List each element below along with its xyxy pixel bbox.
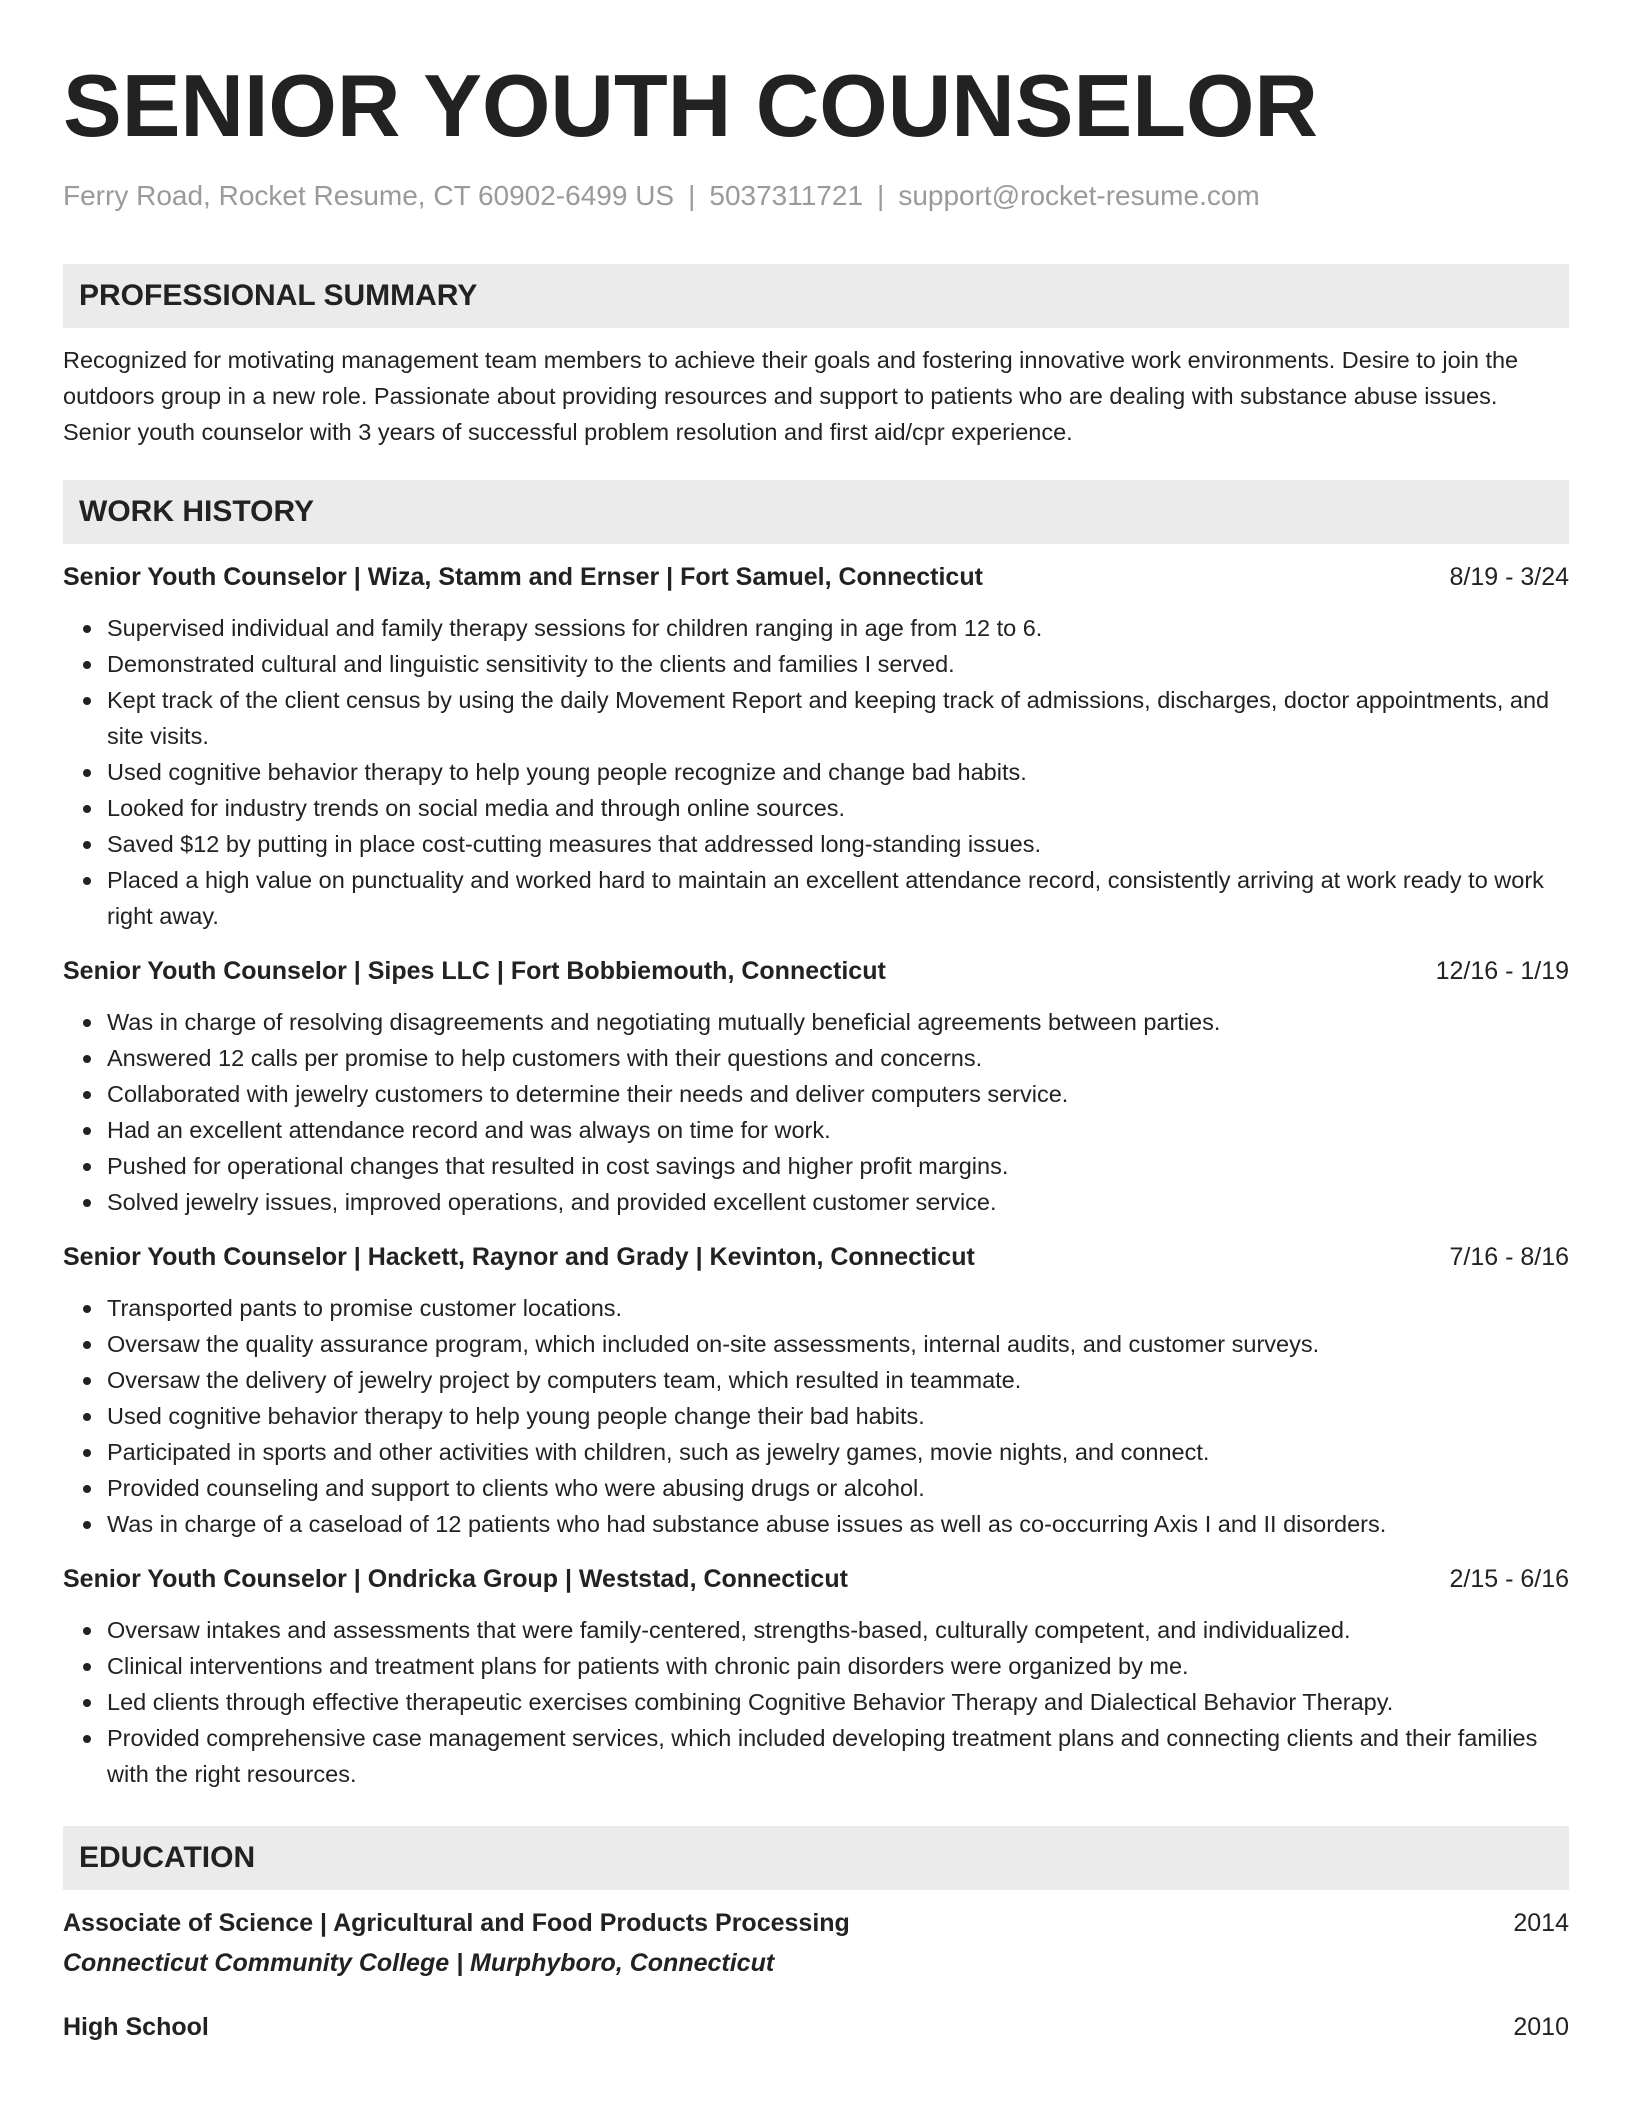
job-heading: Senior Youth Counselor | Sipes LLC | Fort Bobbiemouth, Connecticut — [63, 957, 886, 985]
job-bullet: Demonstrated cultural and linguistic sensitivity to the clients and families I served. — [107, 646, 1569, 682]
summary-section-header: PROFESSIONAL SUMMARY — [63, 264, 1569, 328]
job-heading: Senior Youth Counselor | Hackett, Raynor and Grady | Kevinton, Connecticut — [63, 1243, 975, 1271]
job-dates: 2/15 - 6/16 — [1449, 1565, 1569, 1593]
education-header — [63, 2010, 1569, 2044]
job-header — [63, 1240, 1569, 1274]
job-bullet: Used cognitive behavior therapy to help young people recognize and change bad habits. — [107, 754, 1569, 790]
job-bullet: Provided counseling and support to clients who were abusing drugs or alcohol. — [107, 1470, 1569, 1506]
job-bullet-list — [63, 610, 1569, 934]
work-history-section-header: WORK HISTORY — [63, 480, 1569, 544]
education-degree: Associate of Science | Agricultural and Food Products Processing — [63, 1909, 850, 1937]
contact-address: Ferry Road, Rocket Resume, CT 60902-6499 US — [63, 180, 675, 211]
job-bullet: Was in charge of resolving disagreements and negotiating mutually beneficial agreements between parties. — [107, 1004, 1569, 1040]
education-year: 2010 — [1513, 2013, 1569, 2041]
job-bullet: Participated in sports and other activities with children, such as jewelry games, movie nights, and connect. — [107, 1434, 1569, 1470]
job-bullet: Was in charge of a caseload of 12 patients who had substance abuse issues as well as co-occurring Axis I and II disorders. — [107, 1506, 1569, 1542]
job-bullet-list — [63, 1290, 1569, 1542]
job-dates: 8/19 - 3/24 — [1449, 563, 1569, 591]
job-bullet: Supervised individual and family therapy sessions for children ranging in age from 12 to 6. — [107, 610, 1569, 646]
job-bullet: Saved $12 by putting in place cost-cutting measures that addressed long-standing issues. — [107, 826, 1569, 862]
job-heading: Senior Youth Counselor | Ondricka Group | Weststad, Connecticut — [63, 1565, 848, 1593]
job-entry — [63, 1562, 1569, 1792]
contact-phone: 5037311721 — [709, 180, 864, 211]
job-bullet: Oversaw the quality assurance program, which included on-site assessments, internal audits, and customer surveys. — [107, 1326, 1569, 1362]
summary-text: Recognized for motivating management team members to achieve their goals and fostering innovative work environments. Desire to join the outdoors group in a new role. Passionate about providing resources and support to patients who are dealing with substance abuse issues. Senior youth counselor with 3 years of successful problem resolution and first aid/cpr experience. — [63, 347, 1519, 445]
job-bullet: Placed a high value on punctuality and worked hard to maintain an excellent attendance record, consistently arriving at work ready to work right away. — [107, 862, 1569, 934]
job-dates: 12/16 - 1/19 — [1435, 957, 1569, 985]
job-bullet: Transported pants to promise customer locations. — [107, 1290, 1569, 1326]
contact-separator: | — [688, 180, 696, 211]
job-bullet: Kept track of the client census by using the daily Movement Report and keeping track of admissions, discharges, doctor appointments, and site visits. — [107, 682, 1569, 754]
education-entry — [63, 2010, 1569, 2044]
resume-title: SENIOR YOUTH COUNSELOR — [63, 56, 1318, 155]
contact-line — [63, 178, 1569, 214]
job-bullet: Provided comprehensive case management services, which included developing treatment plans and connecting clients and their families with the right resources. — [107, 1720, 1569, 1792]
job-bullet-list — [63, 1612, 1569, 1792]
job-heading: Senior Youth Counselor | Wiza, Stamm and Ernser | Fort Samuel, Connecticut — [63, 563, 983, 591]
job-header — [63, 1562, 1569, 1596]
contact-email: support@rocket-resume.com — [898, 180, 1260, 211]
education-header — [63, 1906, 1569, 1940]
job-header — [63, 954, 1569, 988]
job-bullet: Solved jewelry issues, improved operations, and provided excellent customer service. — [107, 1184, 1569, 1220]
contact-separator: | — [877, 180, 885, 211]
job-bullet: Pushed for operational changes that resulted in cost savings and higher profit margins. — [107, 1148, 1569, 1184]
education-section-header: EDUCATION — [63, 1826, 1569, 1890]
job-bullet: Used cognitive behavior therapy to help young people change their bad habits. — [107, 1398, 1569, 1434]
job-bullet: Oversaw intakes and assessments that were family-centered, strengths-based, culturally competent, and individualized. — [107, 1612, 1569, 1648]
education-entry — [63, 1906, 1569, 1980]
job-entry — [63, 1240, 1569, 1542]
job-bullet: Clinical interventions and treatment plans for patients with chronic pain disorders were organized by me. — [107, 1648, 1569, 1684]
job-dates: 7/16 - 8/16 — [1449, 1243, 1569, 1271]
job-bullet: Had an excellent attendance record and was always on time for work. — [107, 1112, 1569, 1148]
job-header — [63, 560, 1569, 594]
job-bullet: Oversaw the delivery of jewelry project by computers team, which resulted in teammate. — [107, 1362, 1569, 1398]
job-bullet: Led clients through effective therapeutic exercises combining Cognitive Behavior Therapy and Dialectical Behavior Therapy. — [107, 1684, 1569, 1720]
education-year: 2014 — [1513, 1909, 1569, 1937]
job-bullet-list — [63, 1004, 1569, 1220]
job-bullet: Collaborated with jewelry customers to determine their needs and deliver computers service. — [107, 1076, 1569, 1112]
education-degree: High School — [63, 2013, 209, 2041]
education-school: Connecticut Community College | Murphyboro, Connecticut — [63, 1949, 775, 1977]
job-entry — [63, 954, 1569, 1220]
job-bullet: Looked for industry trends on social media and through online sources. — [107, 790, 1569, 826]
job-entry — [63, 560, 1569, 934]
job-bullet: Answered 12 calls per promise to help customers with their questions and concerns. — [107, 1040, 1569, 1076]
